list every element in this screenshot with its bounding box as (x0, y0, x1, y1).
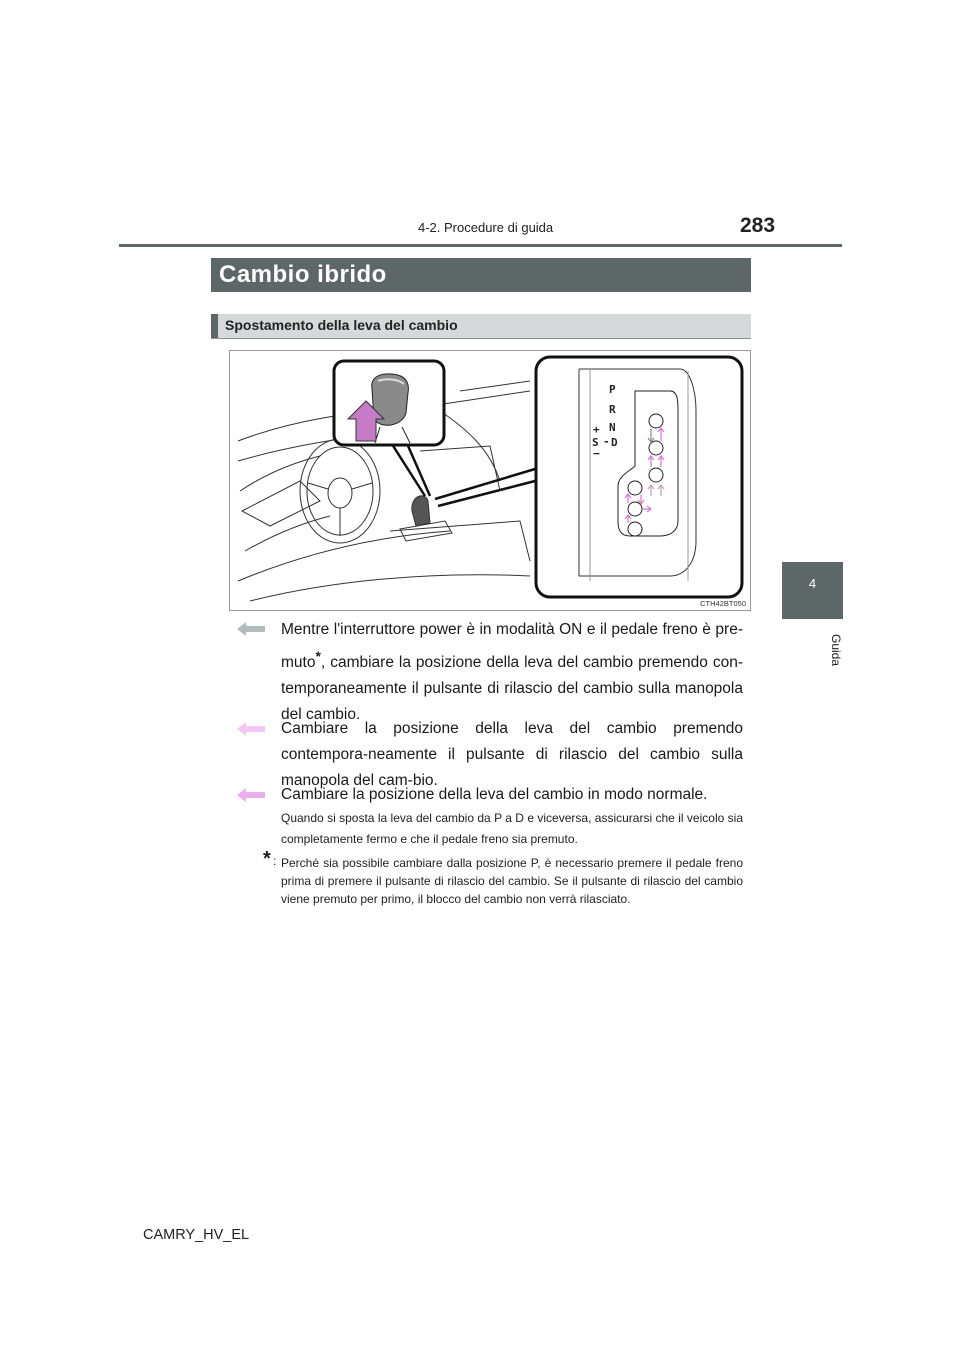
chapter-name: Guida (829, 633, 843, 667)
gate-label-p: P (609, 383, 616, 396)
footnote-mark: * (263, 848, 271, 870)
gate-label-minus: − (593, 447, 600, 460)
light-pink-arrow-icon (237, 722, 265, 736)
gate-label-n: N (609, 421, 616, 434)
subheading-accent-bar (211, 314, 218, 338)
footnote-star: * (315, 648, 321, 664)
chapter-number: 4 (808, 576, 817, 591)
instruction-light-pink-arrow: Cambiare la posizione della leva del cambio premendo contempora-neamente il pulsante di rilascio del cambio sulla manopola del cam-bio. (281, 720, 743, 789)
instruction-gray-arrow (281, 617, 743, 728)
header-divider (119, 244, 842, 247)
gate-label-plus: + (593, 423, 600, 436)
instruction-1-text-cont: , cambiare la posizione della leva del cambio premendo con-temporaneamente il pulsante di rilascio del cambio sulla manopola del cambio. (281, 654, 743, 724)
gray-arrow-icon (237, 622, 265, 636)
footnote-text: Perché sia possibile cambiare dalla posizione P, è necessario premere il pedale freno prima di premere il pulsante di rilascio del cambio. Se il pulsante di rilascio del cambio viene premuto per primo, il blocco del cambio non verrà rilasciato. (281, 856, 743, 906)
figure-code: CTH42BT050 (700, 599, 746, 608)
footer-document-code: CAMRY_HV_EL (143, 1227, 250, 1243)
cockpit-drawing (230, 351, 750, 610)
shift-gate-inset (536, 357, 742, 597)
section-title: Cambio ibrido (219, 261, 387, 288)
knob-closeup-inset (334, 361, 444, 445)
section-title-band (211, 258, 751, 292)
subheading-band (211, 314, 751, 339)
gate-label-dash: - (603, 435, 610, 448)
gate-label-s: S (592, 436, 599, 449)
header-section-title: 4-2. Procedure di guida (418, 220, 554, 235)
instruction-pink-arrow: Cambiare la posizione della leva del cambio in modo normale. (281, 786, 708, 803)
pink-arrow-icon (237, 788, 265, 802)
subheading-title: Spostamento della leva del cambio (225, 317, 458, 333)
shift-lever-illustration (229, 350, 751, 611)
page-number: 283 (740, 214, 776, 237)
instruction-1-text: Mentre l'interruttore power è in modalità ON e il pedale freno è pre-muto (281, 621, 743, 672)
gate-label-r: R (609, 403, 616, 416)
note-text: Quando si sposta la leva del cambio da P a D e viceversa, assicurarsi che il veicolo sia completamente fermo e che il pedale freno sia premuto. (281, 811, 743, 846)
gate-label-d: D (611, 436, 618, 449)
footnote-colon: : (273, 854, 277, 868)
chapter-tab (782, 562, 843, 619)
